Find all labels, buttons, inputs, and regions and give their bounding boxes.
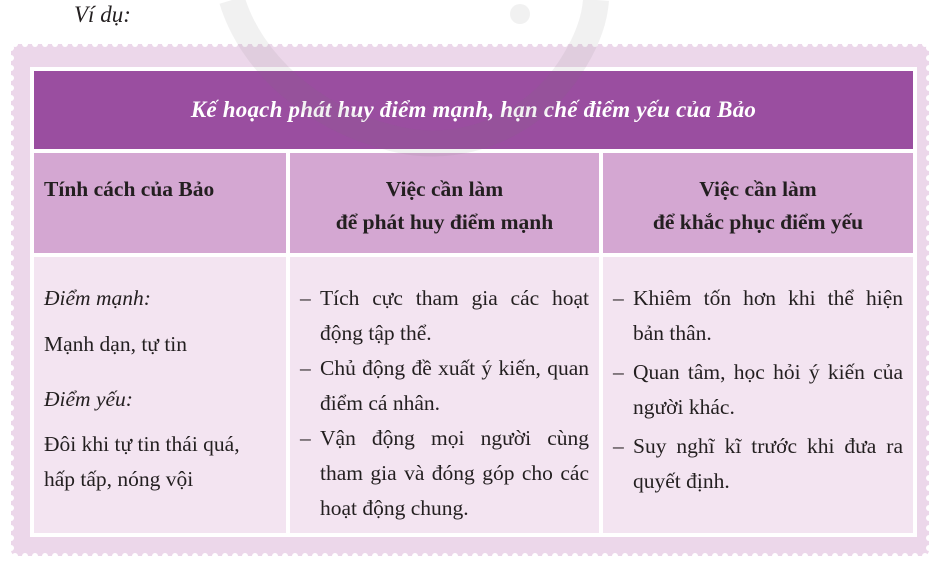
table-title: Kế hoạch phát huy điểm mạnh, hạn chế điểm yếu của Bảo (32, 69, 915, 151)
improve-item: – Suy nghĩ kĩ trước khi đưa ra quyết định. (613, 429, 903, 499)
promote-item: – Chủ động đề xuất ý kiến, quan điểm cá nhân. (300, 351, 589, 421)
header-promote-line1: Việc cần làm (385, 177, 504, 201)
header-improve-line2: để khắc phục điểm yếu (652, 210, 864, 234)
example-label: Ví dụ: (74, 2, 131, 27)
promote-list (300, 281, 589, 526)
weakness-label: Điểm yếu: (44, 387, 133, 411)
promote-item: – Vận động mọi người cùng tham gia và đóng góp cho các hoạt động chung. (300, 421, 589, 526)
header-promote-line2: để phát huy điểm mạnh (335, 210, 554, 234)
header-promote (288, 151, 601, 255)
header-improve-line1: Việc cần làm (699, 177, 817, 201)
header-traits (32, 151, 288, 255)
improve-item: – Quan tâm, học hỏi ý kiến của người khác. (613, 355, 903, 425)
plan-table-container (30, 67, 913, 537)
plan-table (30, 67, 917, 537)
improve-list (613, 281, 903, 499)
header-improve (601, 151, 915, 255)
traits-cell (32, 255, 288, 535)
strength-value: Mạnh dạn, tự tin (44, 332, 188, 356)
promote-item: – Tích cực tham gia các hoạt động tập thể. (300, 281, 589, 351)
weakness-value-line2: hấp tấp, nóng vội (44, 467, 194, 491)
strength-label: Điểm mạnh: (44, 286, 151, 310)
improve-cell (601, 255, 915, 535)
promote-cell (288, 255, 601, 535)
header-traits-label: Tính cách của Bảo (44, 177, 215, 201)
improve-item: – Khiêm tốn hơn khi thể hiện bản thân. (613, 281, 903, 351)
weakness-value-line1: Đôi khi tự tin thái quá, (44, 432, 240, 456)
